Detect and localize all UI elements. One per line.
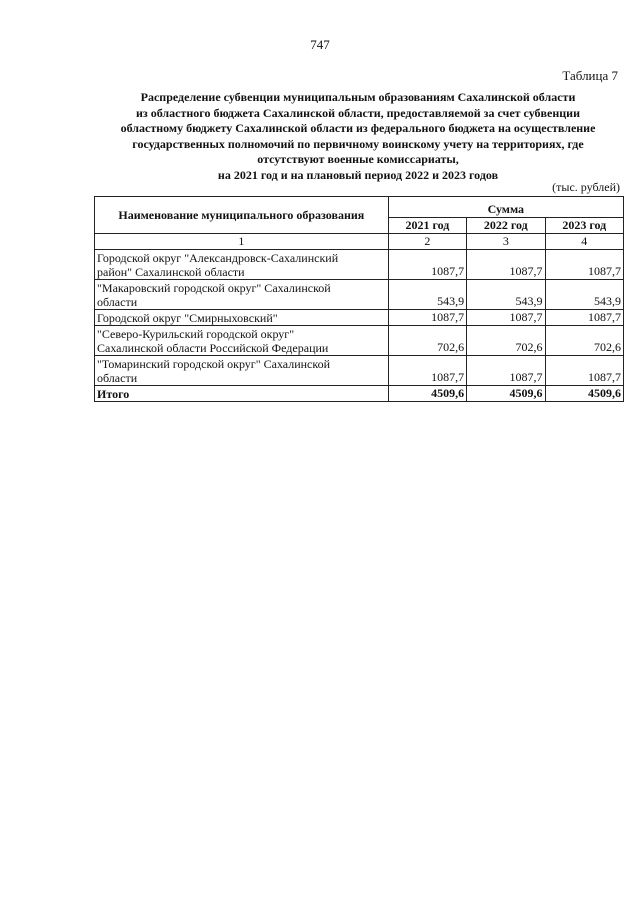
title-line: из областного бюджета Сахалинской области, предоставляемой за счет субвенции <box>135 105 581 120</box>
column-index: 3 <box>467 234 545 250</box>
name-line: район" Сахалинской области <box>97 265 245 279</box>
title-line: Распределение субвенции муниципальным образованиям Сахалинской области <box>140 90 576 104</box>
column-index: 2 <box>388 234 466 250</box>
name-line: Сахалинской области Российской Федерации <box>97 341 329 355</box>
name-line: "Макаровский городской округ" Сахалинской <box>97 281 331 295</box>
value-2021: 1087,7 <box>388 310 466 326</box>
units-label: (тыс. рублей) <box>552 180 620 194</box>
value-2023: 1087,7 <box>545 310 623 326</box>
value-2022: 543,9 <box>467 280 545 310</box>
table-row <box>95 250 624 280</box>
value-2022: 1087,7 <box>467 356 545 386</box>
municipality-name <box>95 356 389 386</box>
total-2022: 4509,6 <box>467 386 545 402</box>
value-2023: 1087,7 <box>545 250 623 280</box>
value-2022: 702,6 <box>467 326 545 356</box>
title-line: отсутствуют военные комиссариаты, <box>257 152 459 167</box>
table-row <box>95 326 624 356</box>
municipality-name <box>95 250 389 280</box>
name-line: "Томаринский городской округ" Сахалинской <box>97 357 331 371</box>
table-header-row <box>95 197 624 218</box>
name-line: Городской округ "Александровск-Сахалинский <box>97 251 339 265</box>
table-row <box>95 310 624 326</box>
value-2021: 1087,7 <box>388 356 466 386</box>
header-sum: Сумма <box>388 197 623 218</box>
title-line: областному бюджету Сахалинской области из федерального бюджета на осуществление <box>120 121 596 136</box>
municipality-name <box>95 280 389 310</box>
total-2023: 4509,6 <box>545 386 623 402</box>
value-2023: 702,6 <box>545 326 623 356</box>
column-index: 4 <box>545 234 623 250</box>
value-2021: 543,9 <box>388 280 466 310</box>
value-2023: 1087,7 <box>545 356 623 386</box>
total-row <box>95 386 624 402</box>
name-line: Городской округ "Смирныховский" <box>97 311 278 325</box>
table-row <box>95 280 624 310</box>
name-line: области <box>97 295 138 309</box>
name-line: области <box>97 371 138 385</box>
document-title <box>96 90 620 184</box>
municipality-name <box>95 326 389 356</box>
table-label: Таблица 7 <box>562 68 618 83</box>
title-line: государственных полномочий по первичному воинскому учету на территориях, где <box>132 136 584 151</box>
name-line: "Северо-Курильский городской округ" <box>97 327 295 341</box>
value-2021: 702,6 <box>388 326 466 356</box>
header-year-2022: 2022 год <box>467 218 545 234</box>
total-label: Итого <box>95 386 389 402</box>
table-row <box>95 356 624 386</box>
header-name: Наименование муниципального образования <box>95 197 389 234</box>
header-year-2023: 2023 год <box>545 218 623 234</box>
value-2022: 1087,7 <box>467 250 545 280</box>
municipality-name <box>95 310 389 326</box>
value-2022: 1087,7 <box>467 310 545 326</box>
column-index-row <box>95 234 624 250</box>
header-year-2021: 2021 год <box>388 218 466 234</box>
title-line: на 2021 год и на плановый период 2022 и 2023 годов <box>217 167 499 182</box>
total-2021: 4509,6 <box>388 386 466 402</box>
value-2021: 1087,7 <box>388 250 466 280</box>
subvention-table <box>94 196 624 402</box>
value-2023: 543,9 <box>545 280 623 310</box>
column-index: 1 <box>95 234 389 250</box>
page-number: 747 <box>310 37 330 52</box>
